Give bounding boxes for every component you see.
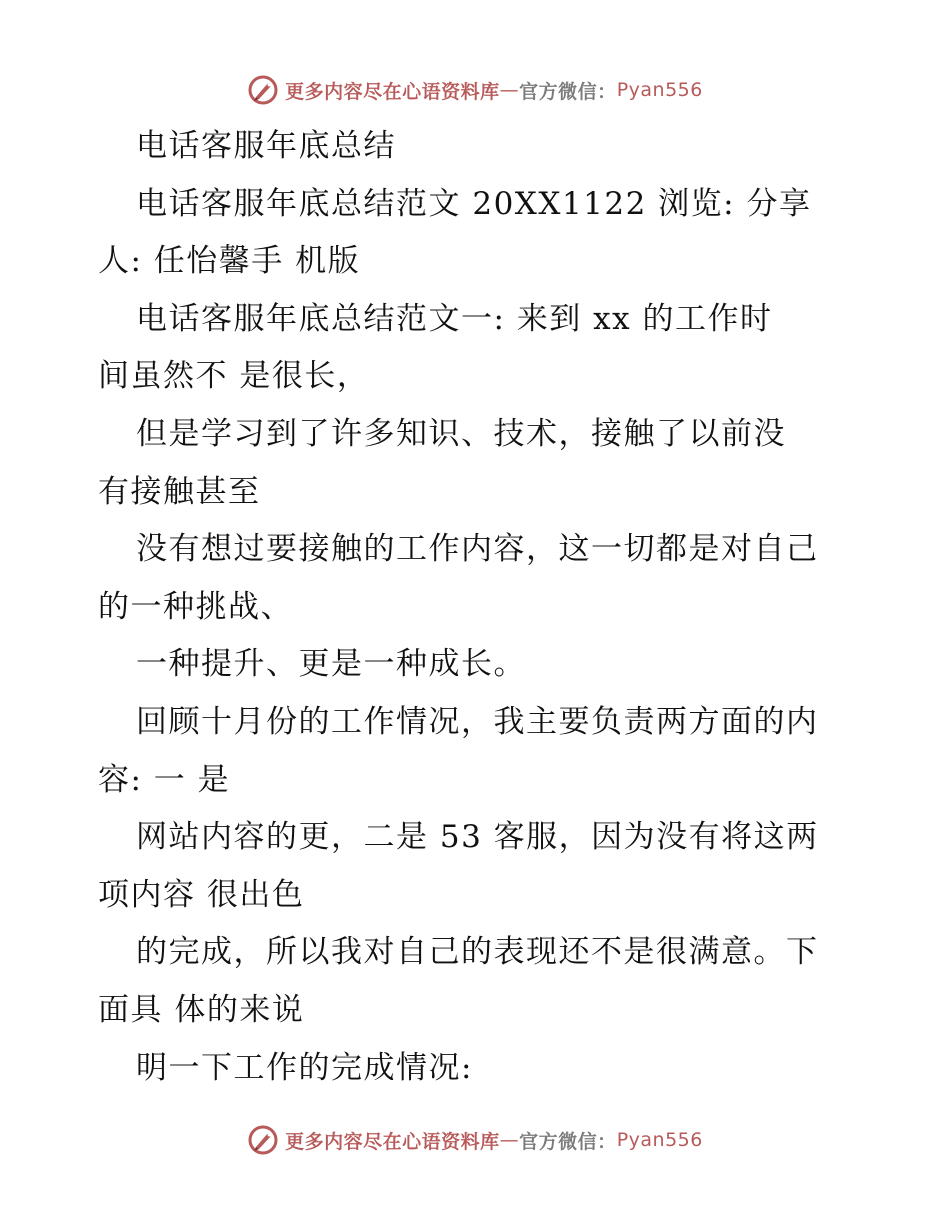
footer-watermark bbox=[0, 1118, 950, 1162]
text-line: 有接触甚至 bbox=[98, 473, 261, 510]
text-line: 的完成，所以我对自己的表现还不是很满意。下 bbox=[136, 934, 819, 971]
text-line: 人: 任怡馨手 机版 bbox=[98, 243, 361, 280]
text-line: 回顾十月份的工作情况，我主要负责两方面的内 bbox=[136, 703, 819, 740]
text-line: 没有想过要接触的工作内容，这一切都是对自己 bbox=[136, 531, 819, 568]
text-line: 项内容 很出色 bbox=[98, 876, 305, 913]
text-line: 容: 一 是 bbox=[98, 761, 231, 798]
text-line: 的一种挑战、 bbox=[98, 588, 293, 625]
watermark-dash: — bbox=[499, 79, 520, 101]
watermark-label: 官方微信： bbox=[519, 80, 617, 103]
text-line: 明一下工作的完成情况: bbox=[136, 1049, 473, 1086]
text-line: 网站内容的更，二是 53 客服，因为没有将这两 bbox=[136, 819, 819, 856]
watermark-id: Pyan556 bbox=[616, 1129, 703, 1151]
document-body bbox=[98, 118, 858, 1097]
document-title: 电话客服年底总结 bbox=[136, 128, 396, 164]
pen-logo-icon bbox=[247, 74, 279, 106]
watermark-text: 更多内容尽在心语资料库 bbox=[285, 1130, 500, 1153]
watermark-id: Pyan556 bbox=[616, 79, 703, 101]
watermark-text: 更多内容尽在心语资料库 bbox=[285, 80, 500, 103]
text-line: 但是学习到了许多知识、技术，接触了以前没 bbox=[136, 415, 786, 452]
text-line: 间虽然不 是很长， bbox=[98, 358, 370, 395]
text-line: 一种提升、更是一种成长。 bbox=[136, 646, 526, 683]
pen-logo-icon bbox=[247, 1124, 279, 1156]
text-line: 面具 体的来说 bbox=[98, 991, 305, 1028]
watermark-dash: — bbox=[499, 1129, 520, 1151]
text-line: 电话客服年底总结范文 20XX1122 浏览: 分享 bbox=[136, 185, 812, 222]
text-line: 电话客服年底总结范文一: 来到 xx 的工作时 bbox=[136, 300, 773, 337]
header-watermark bbox=[0, 68, 950, 112]
watermark-label: 官方微信： bbox=[519, 1130, 617, 1153]
